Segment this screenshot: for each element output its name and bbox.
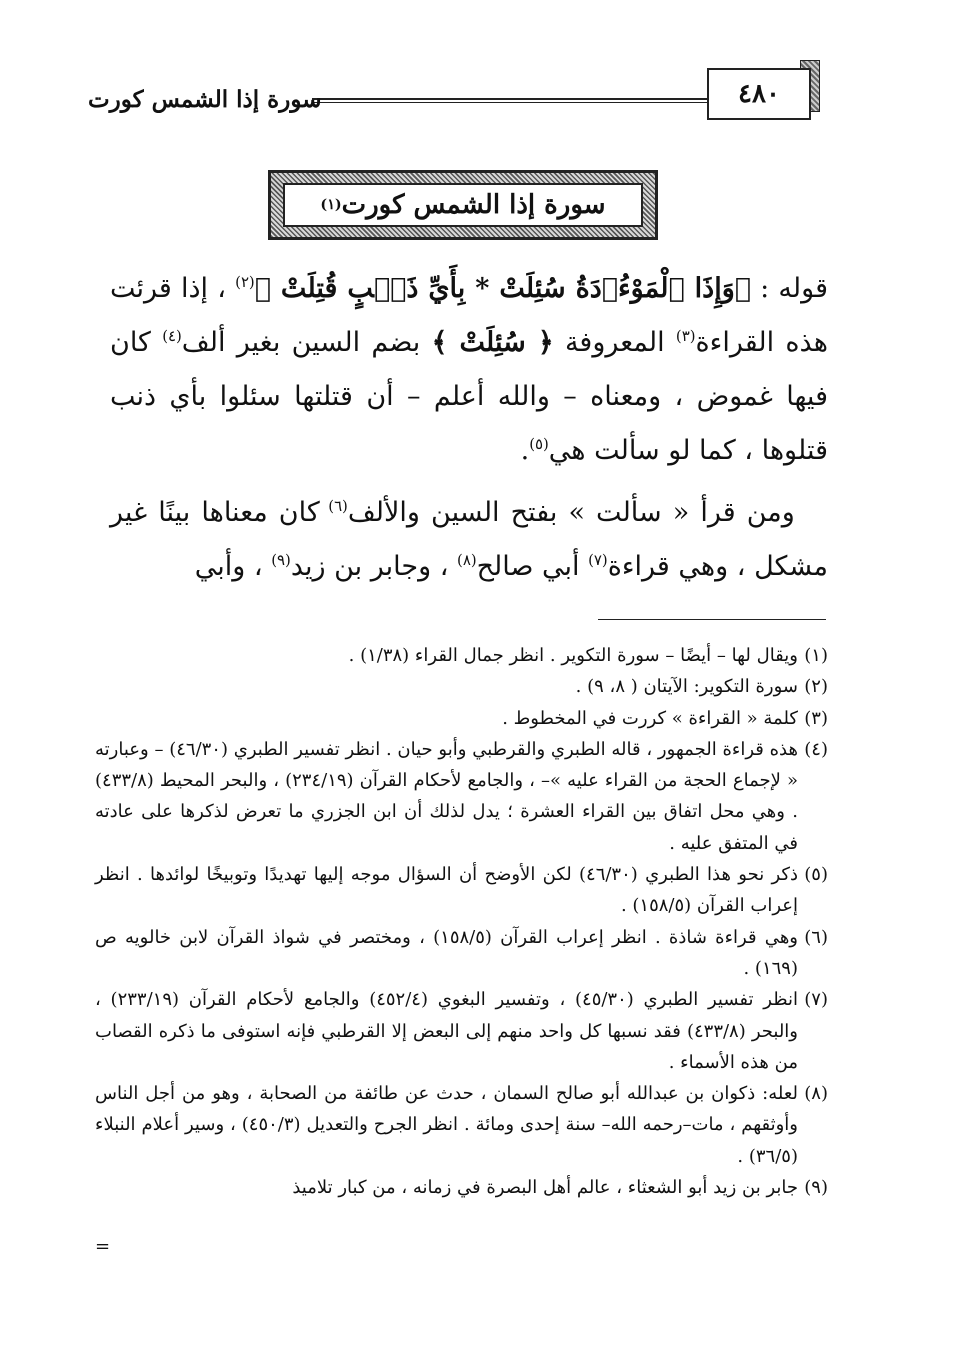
footnote-text: لعله: ذكوان بن عبدالله أبو صالح السمان ، حدث عن طائفة من الصحابة ، وهو من أجل الناس وأوثقهم ، مات–رحمه الله– سنة إحدى ومائة . انظر الجرح والتعديل (٤٥٠/٣) ، وسير أعلام النبلاء (٣٦/٥) . [95,1083,798,1167]
footnote-number: (٥) [804,864,828,886]
text-run: كان معناها بينًا غير مشكل ، وهي قراءة [110,497,828,582]
footnote-number: (٧) [804,989,828,1011]
text-run: ومن قرأ « سألت » بفتح السين والألف [347,497,795,528]
footnotes [95,640,828,1203]
footnote [95,1078,828,1172]
footnote-number: (٦) [804,926,828,948]
chapter-title-frame [268,170,658,240]
footnote-number: (٩) [804,1177,828,1199]
footnote [95,671,828,702]
quran-word: ﴿ سُئِلَتْ ﴾ [431,327,554,358]
footnote-number: (٣) [804,707,828,729]
footnote-ref: (٨) [457,551,477,569]
footnote [95,984,828,1078]
text-run: ، إذا قرئت هذه القراءة [110,273,828,358]
footnote-ref: (٥) [529,435,549,453]
paragraph [110,486,828,594]
footnote [95,859,828,922]
page-number: ٤٨٠ [707,68,811,120]
footnote-text: ذكر نحو هذا الطبري (٤٦/٣٠) لكن الأوضح أن السؤال موجه إليها تهديدًا وتوبيخًا لوائدها . انظر إعراب القرآن (١٥٨/٥) . [95,864,799,917]
footnote-number: (٨) [804,1083,828,1105]
text-run: ، وجابر بن زيد [290,551,458,582]
text-run: قوله : [750,273,828,304]
footnote-number: (١) [804,645,828,666]
footnote [95,734,828,859]
running-title: سورة إذا الشمس كورت [88,86,322,113]
main-text [110,262,828,594]
footnote-ref: (٢) [235,273,255,291]
quran-verse: ﴿وَإِذَا ٱلْمَوْءُۥدَةُ سُئِلَتْ * بِأَيِّ ذَنۢبٍ قُتِلَتْ ﴾ [254,273,751,304]
text-run: كان فيها غموض ، ومعناه – والله أعلم – أن قتلتها سئلوا بأي ذنب قتلوها ، كما لو سألت هي [110,327,828,466]
footnote-number: (٢) [804,676,828,698]
footnote [95,1172,828,1203]
footnote-text: جابر بن زيد أبو الشعثاء ، عالم أهل البصرة في زمانه ، من كبار تلاميذ [292,1177,798,1199]
text-run: أبي صالح [476,551,589,582]
continuation-mark: = [95,1236,111,1257]
header-rule [312,98,708,103]
footnote-ref: (٣) [675,327,696,345]
chapter-title: سورة إذا الشمس كورت (١) [283,183,643,227]
footnote-number: (٤) [804,738,828,760]
footnote-text: انظر تفسير الطبري (٤٥/٣٠) ، وتفسير البغوي (٤٥٢/٤) والجامع لأحكام القرآن (٢٣٣/١٩) ، والبحر (٤٣٣/٨) فقد نسبها كل واحد منهم إلى البعض إلا القرطبي فإنه استوفى ما ذكره القصاب من هذه الأسماء . [95,989,798,1073]
paragraph [110,262,828,478]
footnote-text: سورة التكوير: الآيتان ( ٨، ٩) . [575,676,798,698]
text-run: بضم السين بغير ألف [181,327,432,358]
text-run: . [520,435,530,466]
footnote-text: هذه قراءة الجمهور ، قاله الطبري والقرطبي وأبو حيان . انظر تفسير الطبري (٤٦/٣٠) – وعبارته « لإجماع الحجة من القراء عليه »– ، والجامع لأحكام القرآن (٢٣٤/١٩) ، والبحر المحيط (٤٣٣/٨) . وهي محل اتفاق بين القراء العشرة ؛ يدل لذلك أن ابن الجزري ما تعرض لذكرها على عادته في المتفق عليه . [95,738,799,854]
footnote-text: ويقال لها – أيضًا – سورة التكوير . انظر جمال القراء (١/٣٨) . [348,645,798,666]
footnote-ref: (٧) [588,551,608,569]
footnote [95,703,828,734]
footnote-text: كلمة « القراءة » كررت في المخطوط . [502,707,798,729]
footnote [95,640,828,671]
text-run: المعروفة [553,327,676,358]
footnote [95,922,828,985]
footnote-text: وهي قراءة شاذة . انظر إعراب القرآن (١٥٨/٥) ، ومختصر في شواذ القرآن لابن خالويه ص (١٦٩) . [95,926,798,979]
footnote-separator [598,619,826,620]
chapter-title-text: سورة إذا الشمس كورت [341,190,606,220]
footnote-ref: (٤) [162,327,182,345]
footnote-ref: (٩) [271,551,291,569]
footnote-ref: (٦) [328,497,348,515]
text-run: ، وأبي [194,551,272,582]
